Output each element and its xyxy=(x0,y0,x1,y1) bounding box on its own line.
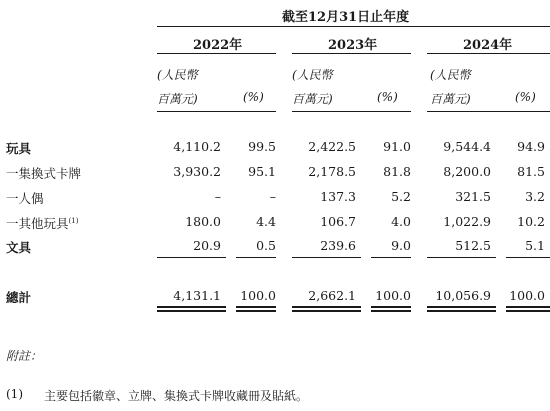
cell-2024-pct: 3.2 xyxy=(525,189,545,204)
total-double-rule-2022-pct-b xyxy=(236,310,276,312)
cell-2023-amount: 2,422.5 xyxy=(308,139,356,154)
cell-2024-pct: 5.1 xyxy=(525,238,545,253)
unit-header-2023-line2: 百萬元) xyxy=(292,92,333,106)
unit-header-2023-line1: (人民幣 xyxy=(292,68,333,82)
period-rule xyxy=(157,26,550,27)
total-double-rule-2023-pct-a xyxy=(371,306,411,308)
total-double-rule-2024-amount-b xyxy=(427,310,496,312)
cell-2024-pct: 81.5 xyxy=(517,164,545,179)
year-rule-2023 xyxy=(292,53,411,54)
footnote-marker: (1) xyxy=(6,387,23,401)
subtotal-rule-2023-pct xyxy=(371,257,411,258)
row-label: 玩具 xyxy=(6,141,32,156)
unit-rule-2023 xyxy=(292,111,411,112)
cell-2023-amount: 137.3 xyxy=(320,189,356,204)
total-double-rule-2023-pct-b xyxy=(371,310,411,312)
pct-header-2023: (%) xyxy=(377,90,398,104)
unit-header-2022-line1: (人民幣 xyxy=(157,68,198,82)
total-label: 總計 xyxy=(6,290,32,305)
subtotal-rule-2024-pct xyxy=(506,257,550,258)
subtotal-rule-2022-amount xyxy=(157,257,226,258)
total-2024-amount: 10,056.9 xyxy=(435,288,491,303)
row-label-text: 一其他玩具 xyxy=(6,216,69,231)
cell-2022-amount: 20.9 xyxy=(193,238,221,253)
cell-2023-pct: 9.0 xyxy=(391,238,411,253)
footnote-marker: (1) xyxy=(68,216,79,225)
year-header-2023: 2023年 xyxy=(328,38,378,53)
total-double-rule-2024-pct-a xyxy=(506,306,550,308)
total-double-rule-2024-pct-b xyxy=(506,310,550,312)
row-label: 一人偶 xyxy=(6,191,44,206)
total-double-rule-2023-amount-b xyxy=(292,310,361,312)
total-double-rule-2022-amount-a xyxy=(157,306,226,308)
cell-2024-pct: 10.2 xyxy=(517,214,545,229)
footnote-text: 主要包括徽章、立牌、集換式卡牌收藏冊及貼紙。 xyxy=(44,389,309,403)
unit-rule-2022 xyxy=(157,111,276,112)
cell-2023-pct: 91.0 xyxy=(383,139,411,154)
year-header-2024: 2024年 xyxy=(463,38,513,53)
unit-rule-2024 xyxy=(427,111,550,112)
cell-2023-amount: 106.7 xyxy=(320,214,356,229)
cell-2023-pct: 81.8 xyxy=(383,164,411,179)
total-double-rule-2022-amount-b xyxy=(157,310,226,312)
total-double-rule-2022-pct-a xyxy=(236,306,276,308)
year-rule-2024 xyxy=(427,53,550,54)
row-label: 一集換式卡牌 xyxy=(6,166,82,181)
subtotal-rule-2024-amount xyxy=(427,257,496,258)
total-2022-pct: 100.0 xyxy=(240,288,276,303)
cell-2022-pct: 99.5 xyxy=(248,139,276,154)
notes-heading: 附註： xyxy=(6,349,43,363)
subtotal-rule-2023-amount xyxy=(292,257,361,258)
pct-header-2022: (%) xyxy=(243,90,264,104)
cell-2022-amount: – xyxy=(214,189,221,204)
subtotal-rule-2022-pct xyxy=(236,257,276,258)
cell-2024-amount: 321.5 xyxy=(455,189,491,204)
cell-2023-pct: 5.2 xyxy=(391,189,411,204)
total-double-rule-2024-amount-a xyxy=(427,306,496,308)
unit-header-2024-line1: (人民幣 xyxy=(430,68,471,82)
cell-2024-amount: 9,544.4 xyxy=(443,139,491,154)
cell-2022-pct: 0.5 xyxy=(256,238,276,253)
cell-2023-amount: 239.6 xyxy=(320,238,356,253)
cell-2024-pct: 94.9 xyxy=(517,139,545,154)
cell-2022-amount: 4,110.2 xyxy=(173,139,221,154)
row-label xyxy=(6,214,78,232)
cell-2022-amount: 3,930.2 xyxy=(173,164,221,179)
year-header-2022: 2022年 xyxy=(193,38,243,53)
cell-2024-amount: 512.5 xyxy=(455,238,491,253)
cell-2024-amount: 8,200.0 xyxy=(443,164,491,179)
unit-header-2022-line2: 百萬元) xyxy=(157,92,198,106)
total-2024-pct: 100.0 xyxy=(509,288,545,303)
cell-2024-amount: 1,022.9 xyxy=(443,214,491,229)
cell-2022-pct: – xyxy=(269,189,276,204)
total-2022-amount: 4,131.1 xyxy=(173,288,221,303)
cell-2022-amount: 180.0 xyxy=(185,214,221,229)
cell-2023-amount: 2,178.5 xyxy=(308,164,356,179)
total-2023-pct: 100.0 xyxy=(375,288,411,303)
cell-2022-pct: 95.1 xyxy=(248,164,276,179)
row-label: 文具 xyxy=(6,240,32,255)
pct-header-2024: (%) xyxy=(515,90,536,104)
cell-2022-pct: 4.4 xyxy=(256,214,276,229)
total-2023-amount: 2,662.1 xyxy=(308,288,356,303)
cell-2023-pct: 4.0 xyxy=(391,214,411,229)
unit-header-2024-line2: 百萬元) xyxy=(430,92,471,106)
year-rule-2022 xyxy=(157,53,276,54)
period-header: 截至12月31日止年度 xyxy=(282,10,410,25)
total-double-rule-2023-amount-a xyxy=(292,306,361,308)
